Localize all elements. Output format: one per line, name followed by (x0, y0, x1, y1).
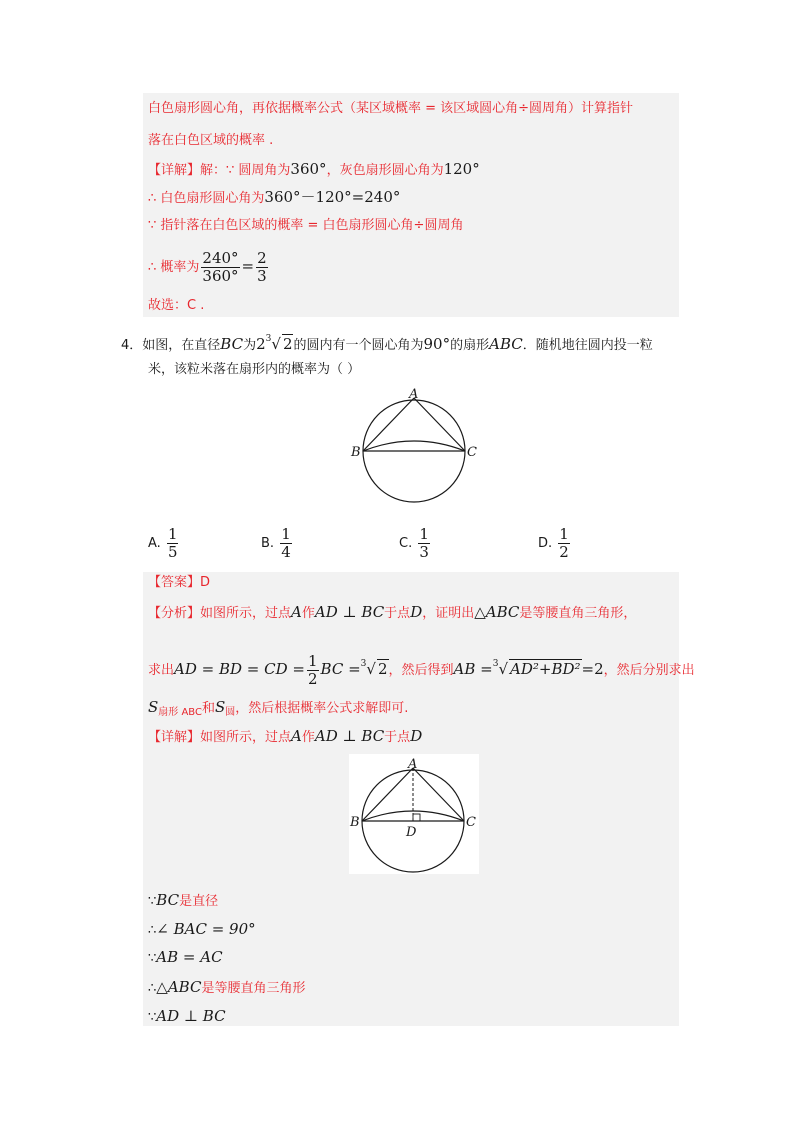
question-4-line1: 4．如图，在直径BC为$2^3√$ 2的圆内有一个圆心角为90°的扇形ABC．随机地往圆内投一粒 (121, 329, 653, 356)
label-c: C (467, 445, 477, 460)
cube-root: $^3$√ 2 (265, 334, 293, 353)
prev-solution-line2: 落在白色区域的概率 . (148, 133, 274, 148)
question-number: 4． (121, 338, 143, 353)
figure-circle-sector (350, 388, 480, 508)
step-5: ∵AD ⊥ BC (148, 1007, 226, 1025)
prev-step2: ∴ 白色扇形圆心角为360°－120°=240° (148, 188, 401, 206)
analysis-line3: $S_{扇形 ABC}$和$S_圆$，然后根据概率公式求解即可. (148, 698, 409, 718)
option-c[interactable]: C. $\frac{1}{3}$ (399, 525, 429, 561)
step-1: ∵BC是直径 (148, 891, 219, 909)
question-4-line2: 米，该粒米落在扇形内的概率为（ ） (148, 362, 361, 377)
label2-b: B (350, 815, 360, 830)
label2-a: A (408, 757, 418, 772)
label-b: B (351, 445, 361, 460)
step-4: ∴△ABC是等腰直角三角形 (148, 978, 306, 996)
prev-choice: 故选：C . (148, 298, 205, 313)
option-b[interactable]: B. $\frac{1}{4}$ (261, 525, 291, 561)
detail-line: 【详解】如图所示，过点A作AD ⊥ BC于点D (148, 727, 423, 745)
prev-step3: ∵ 指针落在白色区域的概率 = 白色扇形圆心角÷圆周角 (148, 218, 464, 233)
label2-c: C (466, 815, 476, 830)
step-2: ∴∠ BAC = 90° (148, 920, 256, 938)
detail-label: 【详解】 (148, 163, 201, 178)
fraction-240-360: $\frac{240^\circ}{360^\circ}$ (202, 249, 239, 285)
analysis-line1: 【分析】如图所示，过点A作AD ⊥ BC于点D，证明出△ABC是等腰直角三角形， (148, 603, 637, 621)
label2-d: D (406, 825, 417, 840)
figure-circle-altitude (349, 754, 479, 874)
prev-solution-line1: 白色扇形圆心角，再依据概率公式（某区域概率 = 该区域圆心角÷圆周角）计算指针 (148, 101, 634, 116)
step-3: ∵AB = AC (148, 948, 223, 966)
answer-line: 【答案】D (148, 575, 211, 590)
option-d[interactable]: D. $\frac{1}{2}$ (538, 525, 569, 561)
fraction-2-3: $\frac{2}{3}$ (257, 249, 267, 285)
label-a: A (409, 388, 419, 402)
analysis-line2: 求出AD = BD = CD = $\frac{1}{2}$ BC =$^3$√ 2，然后得到AB =$^3$√ AD²+BD²=2，然后分别求出 (148, 652, 695, 688)
prev-detail-line: 【详解】解：∵ 圆周角为360°，灰色扇形圆心角为120° (148, 160, 480, 178)
prev-step4: ∴ 概率为 $\frac{240^\circ}{360^\circ}$ = $\frac{2}{3}$ (148, 249, 267, 285)
option-a[interactable]: A. $\frac{1}{5}$ (148, 525, 178, 561)
